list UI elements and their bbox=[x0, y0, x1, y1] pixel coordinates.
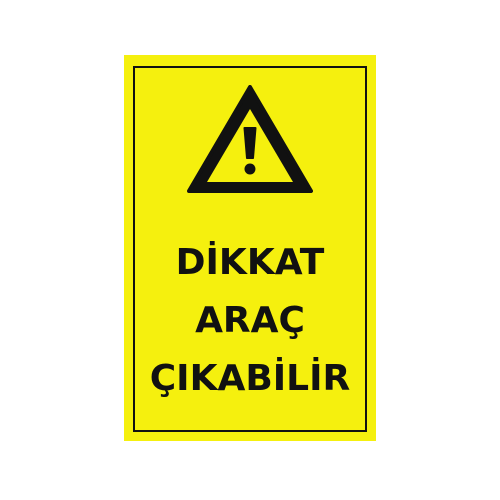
sign-line-2: ARAÇ bbox=[195, 300, 305, 341]
warning-triangle-icon bbox=[187, 85, 313, 194]
sign-line-1: DİKKAT bbox=[175, 242, 325, 283]
sign-line-3: ÇIKABİLİR bbox=[149, 358, 351, 399]
warning-sign bbox=[124, 55, 376, 441]
